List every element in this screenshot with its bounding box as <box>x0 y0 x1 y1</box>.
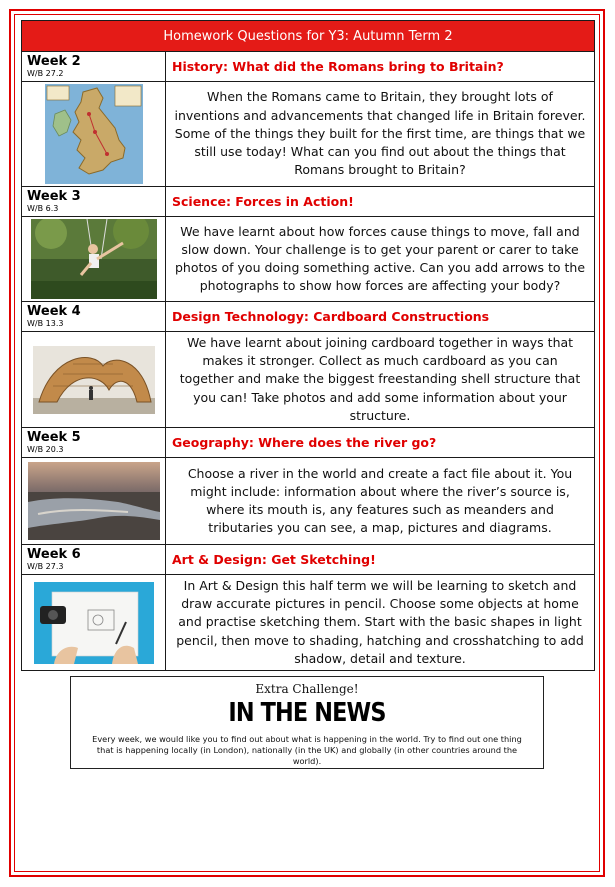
task-description: When the Romans came to Britain, they brought lots of inventions and advancements that changed life in Britain forever. Some of the things they built for the first time, are things that we still use today! What can you find out about the things that Romans brought to Britain? <box>166 82 595 187</box>
task-description: In Art & Design this half term we will be learning to sketch and draw accurate pictures in pencil. Choose some objects at home and practise sketching them. Start with the basic shapes in light pencil, then move to shading, hatching and crosshatching to add shadow, detail and texture. <box>166 575 595 671</box>
topic-title: Art & Design: Get Sketching! <box>166 545 595 575</box>
image-cell <box>22 217 166 302</box>
week-date: W/B 20.3 <box>27 445 64 455</box>
image-cell <box>22 458 166 545</box>
week-label-cell <box>22 52 166 82</box>
week-name: Week 4 <box>27 304 81 319</box>
week-row-3 <box>22 187 595 217</box>
challenge-subtitle: Extra Challenge! <box>255 682 359 696</box>
week-name: Week 2 <box>27 54 81 69</box>
week-row-4 <box>22 302 595 332</box>
week-date: W/B 13.3 <box>27 319 64 328</box>
week-row-6 <box>22 545 595 575</box>
week-date: W/B 6.3 <box>27 204 59 213</box>
week-date: W/B 27.2 <box>27 69 64 78</box>
task-description: Choose a river in the world and create a fact file about it. You might include: information about where the river’s source is, where its mouth is, any features such as meanders and tributaries you can see, a map, pictures and diagrams. <box>166 458 595 545</box>
week-name: Week 6 <box>27 547 81 563</box>
image-cell <box>22 332 166 428</box>
child-on-swing-image <box>31 219 157 299</box>
image-cell <box>22 82 166 187</box>
topic-title: Geography: Where does the river go? <box>166 428 595 458</box>
week-label-cell <box>22 545 166 575</box>
challenge-text: Every week, we would like you to find out about what is happening in the world. Try to find out one thing that is happening locally (in London), nationally (in the UK) and globally (in other countries around the world). <box>92 734 522 766</box>
topic-title: Science: Forces in Action! <box>166 187 595 217</box>
week-row-2 <box>22 52 595 82</box>
table-title: Homework Questions for Y3: Autumn Term 2 <box>22 21 595 52</box>
image-cell <box>22 575 166 671</box>
topic-title: History: What did the Romans bring to Britain? <box>166 52 595 82</box>
week-label-cell <box>22 428 166 458</box>
week-name: Week 3 <box>27 189 81 204</box>
extra-challenge-box <box>70 676 544 769</box>
challenge-headline: IN THE NEWS <box>228 698 386 728</box>
pencil-sketching-image <box>34 582 154 664</box>
week-label-cell <box>22 187 166 217</box>
topic-title: Design Technology: Cardboard Constructions <box>166 302 595 332</box>
task-description: We have learnt about how forces cause things to move, fall and slow down. Your challenge is to get your parent or carer to take photos of you doing something active. Can you add arrows to the photographs to show how forces are affecting your body? <box>166 217 595 302</box>
river-aerial-view-image <box>28 462 160 540</box>
homework-table <box>21 20 595 671</box>
week-name: Week 5 <box>27 430 81 446</box>
week-date: W/B 27.3 <box>27 562 64 572</box>
week-row-5 <box>22 428 595 458</box>
week-label-cell <box>22 302 166 332</box>
roman-britain-map-image <box>45 84 143 184</box>
cardboard-shell-structure-image <box>33 346 155 414</box>
task-description: We have learnt about joining cardboard together in ways that makes it stronger. Collect as much cardboard as you can together and make the biggest freestanding shell structure that you can! Take photos and add some information about your structure. <box>166 332 595 428</box>
